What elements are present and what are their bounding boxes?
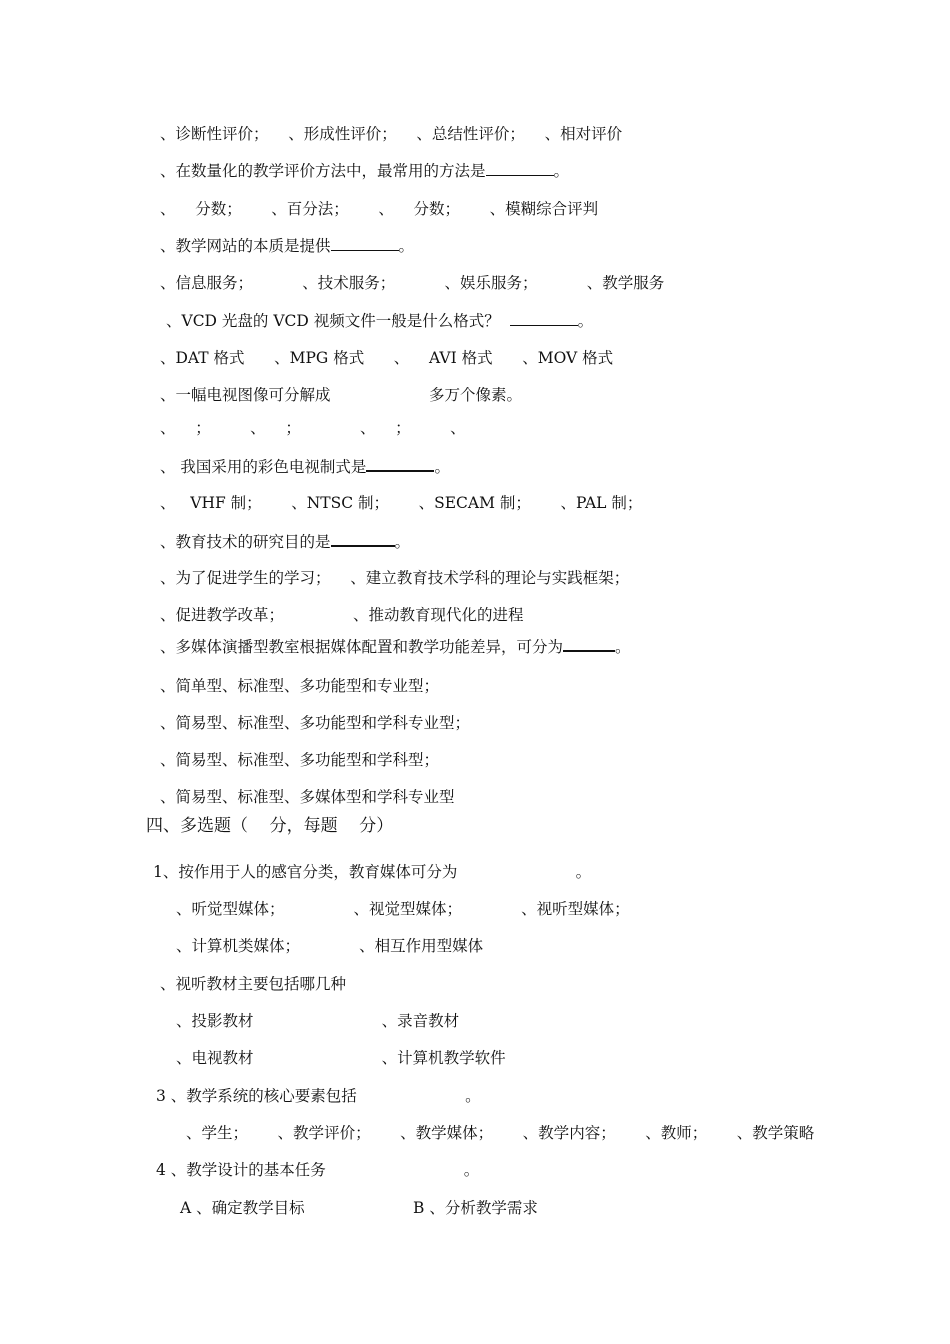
answer-blank <box>366 456 434 472</box>
question-line <box>160 456 450 477</box>
question-line: 、一幅电视图像可分解成 多万个像素。 <box>160 386 523 404</box>
question-line <box>160 636 631 657</box>
question-text: 、VCD 光盘的 VCD 视频文件一般是什么格式？ <box>166 312 510 330</box>
question-text: 、教学网站的本质是提供 <box>160 237 331 255</box>
question-line <box>166 311 593 331</box>
section-heading: 四、多选题（ 分，每题 分） <box>146 816 394 836</box>
option-line: 、电视教材 、计算机教学软件 <box>176 1049 506 1067</box>
option-line: A 、确定教学目标 B 、分析教学需求 <box>180 1199 538 1217</box>
question-line <box>160 161 569 181</box>
answer-blank <box>510 311 578 326</box>
question-tail: 。 <box>615 638 631 656</box>
option-line: 、诊断性评价； 、形成性评价； 、总结性评价； 、相对评价 <box>160 125 623 143</box>
option-line: 、简易型、标准型、多媒体型和学科专业型 <box>160 788 455 806</box>
question-text: 、在数量化的教学评价方法中，最常用的方法是 <box>160 162 486 180</box>
option-line: 、简易型、标准型、多功能型和学科型； <box>160 751 440 769</box>
question-line: 1、按作用于人的感官分类，教育媒体可分为 。 <box>153 863 592 881</box>
option-line: 、 分数； 、百分法； 、 分数； 、模糊综合评判 <box>160 200 599 218</box>
question-line: 3 、教学系统的核心要素包括 。 <box>156 1087 481 1105</box>
question-tail: 。 <box>398 237 415 255</box>
option-line: 、 ； 、 ； 、 ； 、 <box>160 419 466 437</box>
option-line: 、学生； 、教学评价； 、教学媒体； 、教学内容； 、教师； 、教学策略 <box>186 1124 815 1142</box>
answer-blank <box>331 531 395 547</box>
question-tail: 。 <box>553 162 570 180</box>
question-tail: 。 <box>577 312 594 330</box>
answer-blank <box>563 636 615 652</box>
option-line: 、简易型、标准型、多功能型和学科专业型； <box>160 714 471 732</box>
option-line: 、信息服务； 、技术服务； 、娱乐服务； 、教学服务 <box>160 274 665 292</box>
question-line: 、视听教材主要包括哪几种 <box>160 975 347 993</box>
question-line: 4 、教学设计的基本任务 。 <box>156 1161 480 1179</box>
option-line: 、听觉型媒体； 、视觉型媒体； 、视听型媒体； <box>176 900 630 918</box>
option-line: 、计算机类媒体； 、相互作用型媒体 <box>176 937 484 955</box>
answer-blank <box>331 236 399 251</box>
question-text: 、教育技术的研究目的是 <box>160 533 331 551</box>
option-line: 、DAT 格式 、MPG 格式 、 AVI 格式 、MOV 格式 <box>160 349 614 367</box>
question-text: 、多媒体演播型教室根据媒体配置和教学功能差异，可分为 <box>160 638 564 656</box>
option-line: 、简单型、标准型、多功能型和专业型； <box>160 677 440 695</box>
option-line: 、为了促进学生的学习； 、建立教育技术学科的理论与实践框架； <box>160 569 630 587</box>
question-text: 、 我国采用的彩色电视制式是 <box>160 458 367 476</box>
option-line: 、促进教学改革； 、推动教育现代化的进程 <box>160 606 524 624</box>
option-line: 、投影教材 、录音教材 <box>176 1012 460 1030</box>
option-line: 、 VHF 制； 、NTSC 制； 、SECAM 制； 、PAL 制； <box>160 494 643 512</box>
question-line <box>160 531 410 552</box>
question-line <box>160 236 414 256</box>
question-tail: 。 <box>434 458 450 476</box>
answer-blank <box>486 161 554 176</box>
question-tail: 。 <box>394 533 411 551</box>
